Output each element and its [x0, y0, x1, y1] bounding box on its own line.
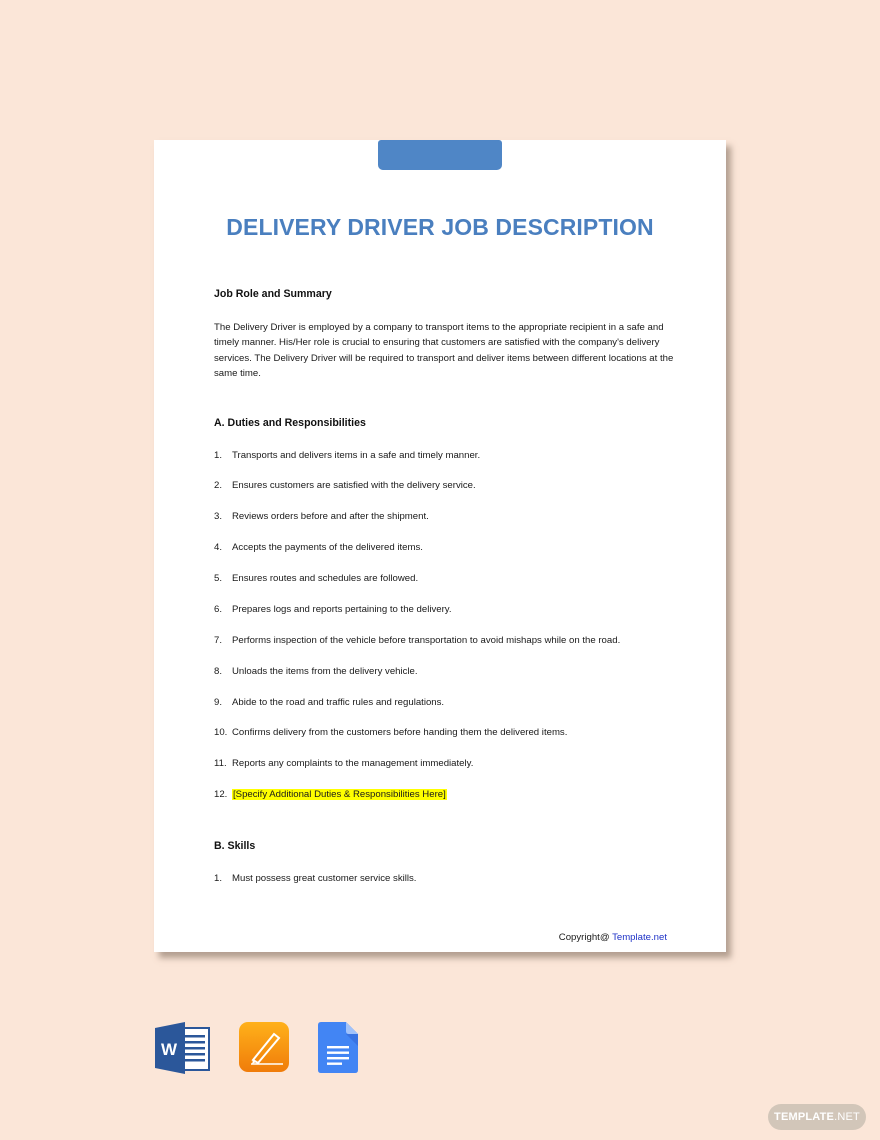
- duty-item: [214, 542, 684, 553]
- word-icon[interactable]: [155, 1022, 211, 1074]
- list-number: 8.: [214, 666, 223, 677]
- template-net-watermark: [768, 1104, 866, 1130]
- google-docs-icon[interactable]: [318, 1022, 360, 1074]
- svg-text:W: W: [160, 1040, 178, 1059]
- list-text: Ensures customers are satisfied with the delivery service.: [232, 480, 476, 491]
- list-number: 1.: [214, 873, 223, 884]
- list-text: Prepares logs and reports pertaining to the delivery.: [232, 604, 452, 615]
- duty-item: [214, 666, 684, 677]
- document-page: [154, 140, 726, 952]
- list-number: 12.: [214, 789, 228, 800]
- duty-item: [214, 511, 684, 522]
- copyright-prefix: Copyright@: [558, 932, 613, 943]
- list-number: 9.: [214, 697, 223, 708]
- list-text: Reports any complaints to the management immediately.: [232, 758, 474, 769]
- duty-item: [214, 480, 684, 491]
- duty-item: [214, 573, 684, 584]
- duty-item: [214, 758, 684, 769]
- list-number: 2.: [214, 480, 223, 491]
- list-number: 7.: [214, 635, 223, 646]
- duty-item: [214, 450, 684, 461]
- duties-heading: A. Duties and Responsibilities: [214, 417, 366, 429]
- list-text: Abide to the road and traffic rules and regulations.: [232, 697, 445, 708]
- duty-item: [214, 789, 684, 800]
- list-text: Transports and delivers items in a safe and timely manner.: [232, 450, 481, 461]
- placeholder-highlight[interactable]: [Specify Additional Duties & Responsibilities Here]: [233, 789, 446, 800]
- duty-item: [214, 635, 684, 646]
- list-number: 5.: [214, 573, 223, 584]
- list-number: 4.: [214, 542, 223, 553]
- list-text: Confirms delivery from the customers before handing them the delivered items.: [232, 727, 568, 738]
- page-header-tab: [378, 140, 502, 170]
- list-number: 1.: [214, 450, 223, 461]
- duty-item: [214, 604, 684, 615]
- duty-item: [214, 727, 684, 738]
- watermark-bold: TEMPLATE: [774, 1111, 835, 1123]
- list-text: Reviews orders before and after the shipment.: [232, 511, 429, 522]
- summary-paragraph: The Delivery Driver is employed by a company to transport items to the appropriate recipient in a safe and timely manner. His/Her role is crucial to ensuring that customers are satisfied with the company's delivery services. The Delivery Driver will be required to transport and deliver items between different locations at the same time.: [214, 322, 674, 380]
- skills-heading: B. Skills: [214, 840, 256, 852]
- duty-item: [214, 697, 684, 708]
- skill-item: [214, 873, 684, 884]
- document-title: DELIVERY DRIVER JOB DESCRIPTION: [226, 214, 654, 240]
- list-number: 11.: [214, 758, 227, 769]
- summary-heading: Job Role and Summary: [214, 288, 332, 300]
- watermark-light: .NET: [834, 1111, 860, 1123]
- list-text: Accepts the payments of the delivered items.: [232, 542, 423, 553]
- list-text: Must possess great customer service skills.: [232, 873, 417, 884]
- list-text: Unloads the items from the delivery vehicle.: [232, 666, 418, 677]
- list-text: Ensures routes and schedules are followed.: [232, 573, 419, 584]
- pages-icon[interactable]: [239, 1022, 291, 1074]
- list-number: 10.: [214, 727, 228, 738]
- list-number: 6.: [214, 604, 223, 615]
- copyright-notice: [559, 932, 667, 943]
- list-text: Performs inspection of the vehicle before transportation to avoid mishaps while on the road.: [232, 635, 621, 646]
- list-number: 3.: [214, 511, 223, 522]
- template-net-link[interactable]: Template.net: [612, 932, 667, 943]
